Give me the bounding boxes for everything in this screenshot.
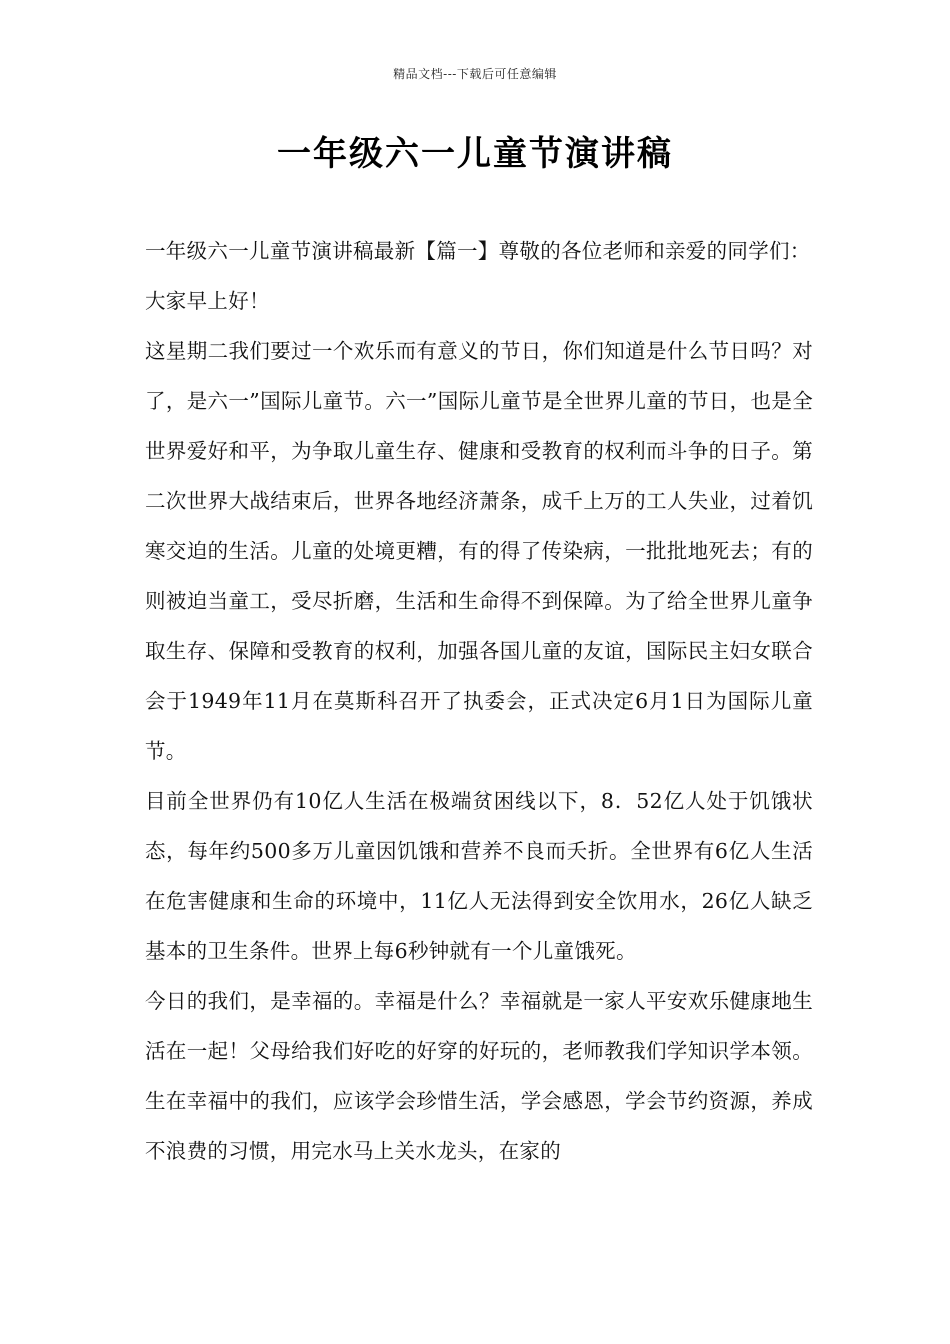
- paragraph-happiness: 今日的我们，是幸福的。幸福是什么？幸福就是一家人平安欢乐健康地生活在一起！父母给我们好吃的好穿的好玩的，老师教我们学知识学本领。生在幸福中的我们，应该学会珍惜生活，学会感恩，学会节约资源，养成不浪费的习惯，用完水马上关水龙头，在家的: [145, 989, 813, 1163]
- document-title: 一年级六一儿童节演讲稿: [277, 134, 673, 174]
- paragraph-childrens-day-history: 这星期二我们要过一个欢乐而有意义的节日，你们知道是什么节日吗？对了，是六一”国际儿童节。六一”国际儿童节是全世界儿童的节日，也是全世界爱好和平，为争取儿童生存、健康和受教育的权利而斗争的日子。第二次世界大战结束后，世界各地经济萧条，成千上万的工人失业，过着饥寒交迫的生活。儿童的处境更糟，有的得了传染病，一批批地死去；有的则被迫当童工，受尽折磨，生活和生命得不到保障。为了给全世界儿童争取生存、保障和受教育的权利，加强各国儿童的友谊，国际民主妇女联合会于1949年11月在莫斯科召开了执委会，正式决定6月1日为国际儿童节。: [145, 339, 813, 763]
- paragraph-greeting: 大家早上好！: [145, 289, 270, 313]
- header-note: 精品文档---下载后可任意编辑: [393, 67, 557, 81]
- document-body: [145, 226, 813, 1176]
- paragraph-world-poverty: 目前全世界仍有10亿人生活在极端贫困线以下，8．52亿人处于饥饿状态，每年约500多万儿童因饥饿和营养不良而夭折。全世界有6亿人生活在危害健康和生命的环境中，11亿人无法得到安全饮用水，26亿人缺乏基本的卫生条件。世界上每6秒钟就有一个儿童饿死。: [145, 789, 813, 963]
- paragraph-greeting-heading: 一年级六一儿童节演讲稿最新【篇一】尊敬的各位老师和亲爱的同学们：: [145, 239, 811, 263]
